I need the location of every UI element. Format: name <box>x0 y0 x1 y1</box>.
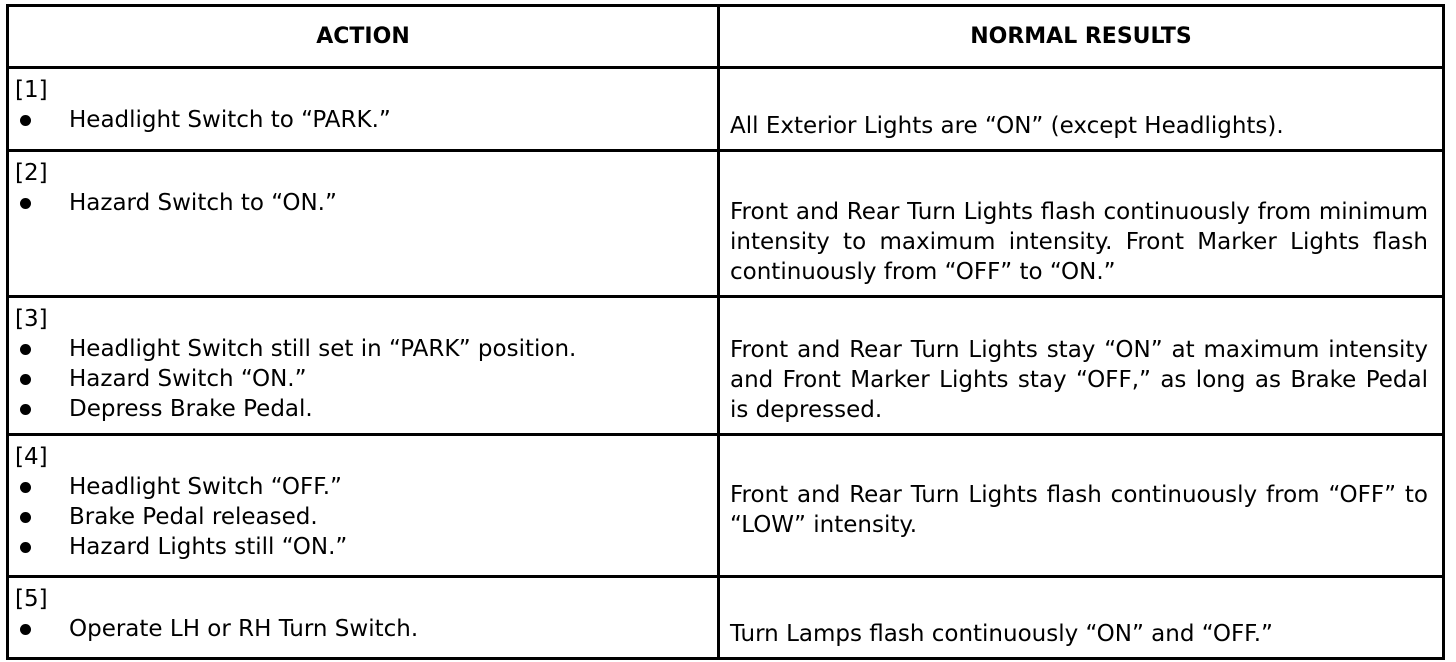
bullet-icon <box>20 542 31 553</box>
step-number: [2] <box>15 160 48 186</box>
action-item <box>15 532 709 562</box>
table-row <box>8 435 1444 577</box>
action-text: Depress Brake Pedal. <box>69 396 313 422</box>
action-cell <box>8 297 719 435</box>
bullet-icon <box>20 344 31 355</box>
table-row <box>8 151 1444 297</box>
action-text: Brake Pedal released. <box>69 504 318 530</box>
action-text: Hazard Lights still “ON.” <box>69 534 348 560</box>
action-item <box>15 105 709 135</box>
result-cell: Front and Rear Turn Lights flash continuously from minimum intensity to maximum intensity. Front Marker Lights flash continuously from “OFF” to “ON.” <box>719 151 1444 297</box>
bullet-icon <box>20 482 31 493</box>
action-text: Headlight Switch “OFF.” <box>69 474 342 500</box>
action-cell <box>8 435 719 577</box>
bullet-icon <box>20 512 31 523</box>
action-item <box>15 614 709 644</box>
action-text: Hazard Switch “ON.” <box>69 366 307 392</box>
results-column-header: NORMAL RESULTS <box>719 6 1444 68</box>
action-item <box>15 188 709 218</box>
result-cell: Front and Rear Turn Lights stay “ON” at maximum intensity and Front Marker Lights stay “OFF,” as long as Brake Pedal is depressed. <box>719 297 1444 435</box>
table-row <box>8 577 1444 659</box>
result-cell: Turn Lamps flash continuously “ON” and “OFF.” <box>719 577 1444 659</box>
action-cell <box>8 151 719 297</box>
step-number: [5] <box>15 586 48 612</box>
step-number: [3] <box>15 306 48 332</box>
action-column-header: ACTION <box>8 6 719 68</box>
action-cell <box>8 577 719 659</box>
action-text: Headlight Switch to “PARK.” <box>69 107 391 133</box>
header-row <box>8 6 1444 68</box>
bullet-icon <box>20 198 31 209</box>
table-row <box>8 297 1444 435</box>
result-cell: All Exterior Lights are “ON” (except Headlights). <box>719 68 1444 151</box>
diagnostic-table <box>6 4 1445 660</box>
action-item <box>15 502 709 532</box>
bullet-icon <box>20 404 31 415</box>
table-row <box>8 68 1444 151</box>
bullet-icon <box>20 624 31 635</box>
action-text: Operate LH or RH Turn Switch. <box>69 616 419 642</box>
result-cell: Front and Rear Turn Lights flash continuously from “OFF” to “LOW” intensity. <box>719 435 1444 577</box>
action-item <box>15 364 709 394</box>
action-cell <box>8 68 719 151</box>
bullet-icon <box>20 374 31 385</box>
action-item <box>15 334 709 364</box>
step-number: [1] <box>15 77 48 103</box>
action-item <box>15 394 709 424</box>
action-text: Headlight Switch still set in “PARK” position. <box>69 336 577 362</box>
action-item <box>15 472 709 502</box>
step-number: [4] <box>15 444 48 470</box>
action-text: Hazard Switch to “ON.” <box>69 190 337 216</box>
bullet-icon <box>20 115 31 126</box>
